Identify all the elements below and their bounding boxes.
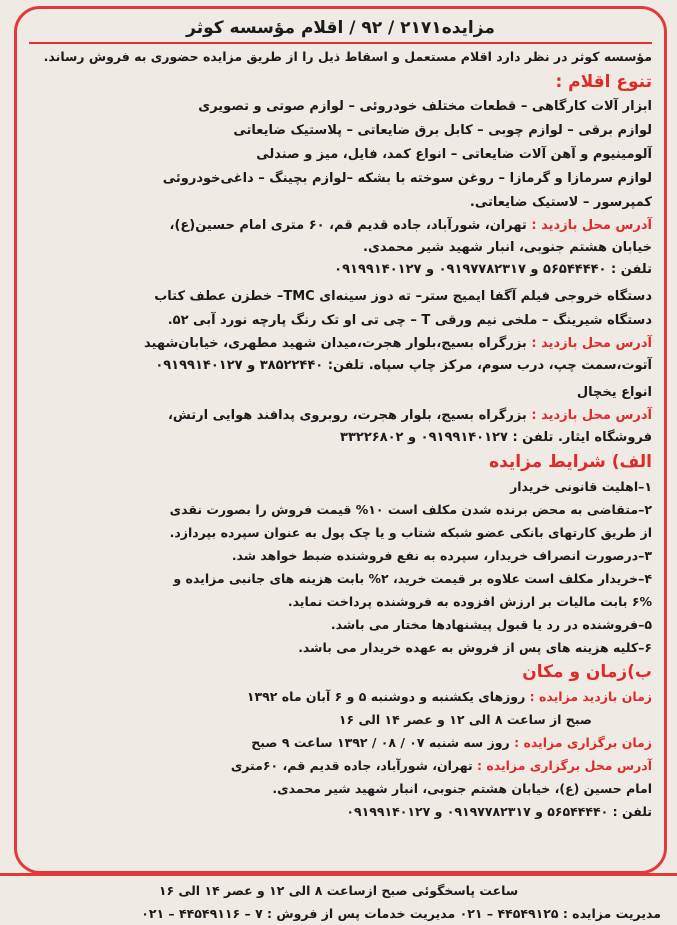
- lot1-line: کمپرسور – لاستیک ضایعاتی.: [469, 195, 652, 210]
- hold-time-label: زمان برگزاری مزایده :: [514, 735, 652, 750]
- lot2-line: دستگاه شیرینگ – ملخی نیم ورقی T – چی تی او تک رنگ پارچه نورد آبی ۵۲.: [167, 313, 652, 328]
- lot3-address-label: آدرس محل بازدید :: [531, 408, 652, 423]
- lot3-address-line2: فروشگاه ایثار. تلفن : ۰۹۱۹۹۱۴۰۱۲۷ و ۳۳۲۲۶۸۰۲: [340, 430, 652, 445]
- lot2-address-label: آدرس محل بازدید :: [531, 336, 652, 351]
- response-hours: ساعت پاسخگوئی صبح ازساعت ۸ الی ۱۲ و عصر ۱۴ الی ۱۶: [158, 883, 519, 898]
- hold-time: [29, 731, 652, 754]
- visit-time-value: روزهای یکشنبه و دوشنبه ۵ و ۶ آبان ماه ۱۳۹۲: [246, 689, 530, 704]
- lot1-address-label: آدرس محل بازدید :: [531, 218, 652, 233]
- hold-place-value: تهران، شورآباد، جاده قدیم قم، ۶۰متری: [230, 758, 477, 773]
- lot2-address: [29, 333, 652, 355]
- condition-line: ۲–متقاضی به محض برنده شدن مکلف است ۱۰% قیمت فروش را بصورت نقدی: [169, 502, 652, 517]
- lot1-line: لوازم سرمازا و گرمازا – روغن سوخته با بشکه –لوازم بچینگ – داغی‌خودروئی: [162, 171, 652, 186]
- condition-line: ۴–خریدار مکلف است علاوه بر قیمت خرید، ۲% بابت هزینه های جانبی مزایده و: [173, 571, 652, 586]
- notice-intro: مؤسسه کوثر در نظر دارد اقلام مستعمل و اسقاط ذیل را از طریق مزایده حضوری به فروش رساند.: [43, 49, 652, 64]
- hold-place-line2: امام حسین (ع)، خیابان هشتم جنوبی، انبار شهید شیر محمدی.: [272, 781, 652, 796]
- visit-time-label: زمان بازدید مزایده :: [529, 689, 652, 704]
- hold-place-label: آدرس محل برگزاری مزایده :: [477, 758, 652, 773]
- lot1-address-text: تهران، شورآباد، جاده قدیم قم، ۶۰ متری امام حسین(ع)،: [169, 218, 532, 233]
- condition-line: از طریق کارتهای بانکی عضو شبکه شتاب و یا چک پول به عنوان سپرده بپردازد.: [169, 525, 652, 540]
- hold-place: [29, 754, 652, 777]
- lot1-line: لوازم برقی – لوازم چوبی – کابل برق ضایعاتی – پلاستیک ضایعاتی: [233, 123, 652, 138]
- visit-time: [29, 685, 652, 708]
- condition-line: ۳–درصورت انصراف خریدار، سپرده به نفع فروشنده ضبط خواهد شد.: [231, 548, 652, 563]
- lot1-items: [29, 95, 652, 215]
- visit-hours: صبح از ساعت ۸ الی ۱۲ و عصر ۱۴ الی ۱۶: [338, 712, 592, 727]
- lot1-address-line2: خیابان هشتم جنوبی، انبار شهید شیر محمدی.: [363, 240, 652, 255]
- condition-line: ۱–اهلیت قانونی خریدار: [510, 479, 652, 494]
- notice-footer: [0, 873, 677, 925]
- condition-line: ۵–فروشنده در رد یا قبول پیشنهادها مختار می باشد.: [330, 617, 652, 632]
- hold-place-phone: تلفن : ۵۶۵۴۴۴۴۰ و ۰۹۱۹۷۷۸۲۳۱۷ و ۰۹۱۹۹۱۴۰۱۲۷: [346, 804, 652, 819]
- lot1-line: آلومینیوم و آهن آلات ضایعاتی – انواع کمد، فایل، میز و صندلی: [256, 147, 652, 162]
- condition-line: ۶–کلیه هزینه های پس از فروش به عهده خریدار می باشد.: [298, 640, 652, 655]
- lot2-address-text: بزرگراه بسیج،بلوار هجرت،میدان شهید مطهری، خیابان‌شهید: [144, 336, 532, 351]
- lot2-line: دستگاه خروجی فیلم آگفا ایمیج ستر– ته دوز سینه‌ای TMC– خطزن عطف کتاب: [154, 289, 652, 304]
- lot3-address-text: بزرگراه بسیج، بلوار هجرت، روبروی پدافند هوایی ارتش،: [167, 408, 532, 423]
- time-place-heading: ب)زمان و مکان: [522, 662, 652, 682]
- hold-time-value: روز سه شنبه ۰۷ / ۰۸ / ۱۳۹۲ ساعت ۹ صبح: [251, 735, 515, 750]
- title-divider: [29, 42, 652, 44]
- lot1-phone: تلفن : ۵۶۵۴۴۴۴۰ و ۰۹۱۹۷۷۸۲۳۱۷ و ۰۹۱۹۹۱۴۰۱۲۷: [334, 262, 652, 277]
- contact-numbers: مدیریت مزایده : ۴۴۵۴۹۱۲۵ – ۰۲۱ مدیریت خدمات پس از فروش : ۷ – ۴۴۵۴۹۱۱۶ – ۰۲۱: [141, 906, 661, 921]
- lot3-address: [29, 405, 652, 427]
- lot2-address-line2: آتوت،سمت چپ، درب سوم، مرکز چاپ سپاه. تلفن: ۳۸۵۲۲۴۴۰ و ۰۹۱۹۹۱۴۰۱۲۷: [155, 358, 652, 373]
- auction-notice: [14, 6, 667, 874]
- lot3-title: انواع یخچال: [576, 385, 652, 400]
- conditions-heading: الف) شرایط مزایده: [489, 452, 652, 472]
- lot1-address: [29, 215, 652, 237]
- lot1-line: ابزار آلات کارگاهی – قطعات مختلف خودروئی – لوازم صوتی و تصویری: [198, 99, 652, 114]
- notice-title: مزایده۲۱۷۱ / ۹۲ / اقلام مؤسسه کوثر: [186, 18, 495, 38]
- conditions-list: [29, 475, 652, 659]
- condition-line: ۶% بابت مالیات بر ارزش افزوده به فروشنده پرداخت نماید.: [287, 594, 652, 609]
- items-heading: تنوع اقلام :: [555, 72, 652, 92]
